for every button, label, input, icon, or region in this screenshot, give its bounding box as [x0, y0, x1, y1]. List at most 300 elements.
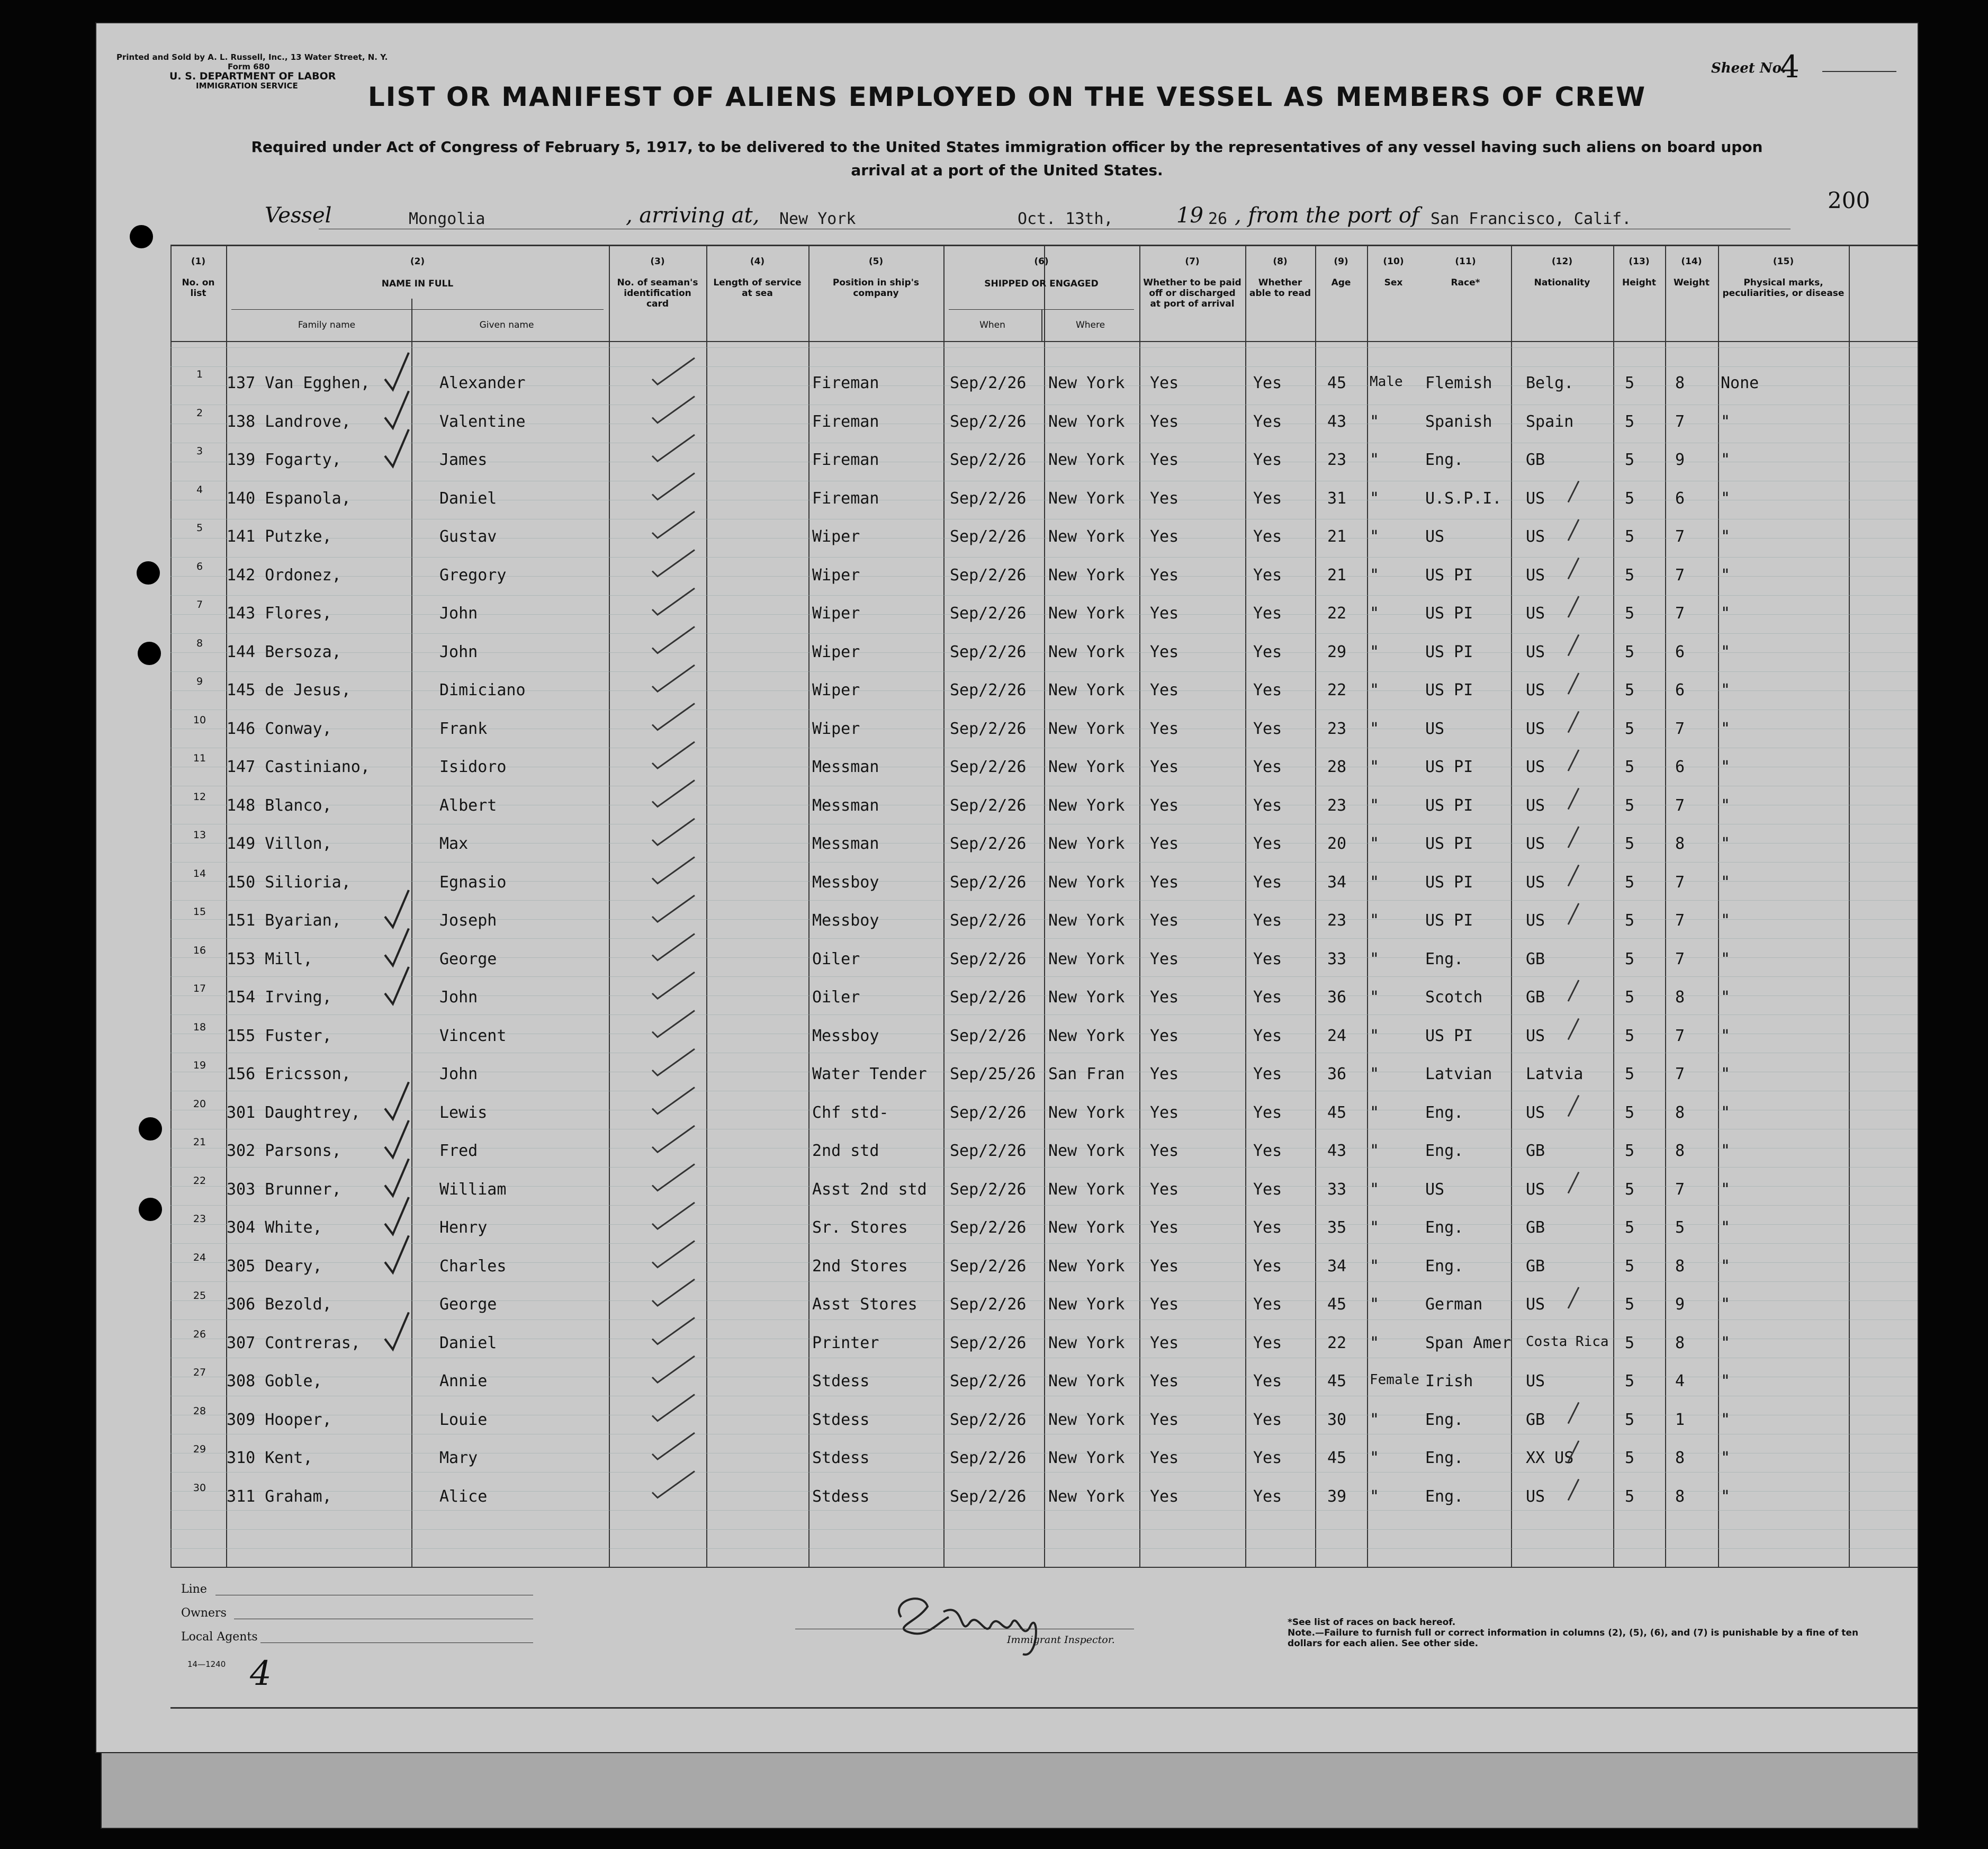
given-name: Joseph — [439, 911, 497, 930]
line-number: 30 — [193, 1482, 206, 1494]
given-name: Isidoro — [439, 758, 507, 776]
age: 33 — [1327, 1180, 1347, 1199]
height: 5 — [1625, 642, 1635, 661]
weight: 7 — [1675, 1065, 1685, 1083]
column-header: Whether to be paid off or discharged at port of arrival — [1143, 277, 1242, 309]
family-name: 311 Graham, — [227, 1487, 332, 1506]
name-check-mark — [385, 1082, 409, 1119]
check-mark — [652, 1088, 695, 1114]
height: 5 — [1625, 489, 1635, 508]
physical-marks: " — [1721, 412, 1731, 431]
weight: 9 — [1675, 451, 1685, 469]
shipped-where: New York — [1048, 1487, 1125, 1506]
paid-off: Yes — [1150, 719, 1179, 738]
age: 31 — [1327, 489, 1347, 508]
name-check-mark — [385, 391, 409, 428]
race: US PI — [1425, 911, 1473, 930]
race: Eng. — [1425, 1142, 1464, 1160]
nationality: US — [1526, 566, 1545, 585]
line-number: 20 — [193, 1098, 206, 1110]
age: 21 — [1327, 566, 1347, 585]
able-to-read: Yes — [1253, 566, 1282, 585]
check-mark — [652, 780, 695, 807]
given-name: George — [439, 949, 497, 968]
family-name: 143 Flores, — [227, 604, 332, 623]
name-check-mark — [385, 1236, 409, 1273]
shipped-where: New York — [1048, 719, 1125, 738]
sex: " — [1370, 681, 1380, 699]
year-prefix: 19 — [1176, 203, 1203, 228]
column-number: (11) — [1455, 256, 1476, 267]
age: 23 — [1327, 719, 1347, 738]
position: 2nd Stores — [812, 1256, 908, 1276]
physical-marks: " — [1721, 949, 1731, 968]
physical-marks: " — [1721, 642, 1731, 661]
height: 5 — [1625, 604, 1635, 623]
weight: 1 — [1675, 1410, 1685, 1429]
footer-notes — [1288, 1617, 1870, 1649]
check-mark — [652, 1433, 695, 1459]
weight: 8 — [1675, 1256, 1685, 1276]
shipped-where: New York — [1048, 1026, 1125, 1045]
paid-off: Yes — [1150, 873, 1179, 892]
family-name: 306 Bezold, — [227, 1295, 332, 1314]
nationality-tick — [1568, 903, 1579, 924]
nationality: US — [1526, 681, 1545, 699]
race: US PI — [1425, 796, 1473, 815]
able-to-read: Yes — [1253, 1449, 1282, 1467]
able-to-read: Yes — [1253, 1142, 1282, 1160]
physical-marks: " — [1721, 873, 1731, 892]
sex: " — [1370, 1026, 1380, 1045]
family-name: 301 Daughtrey, — [227, 1103, 361, 1122]
line-number: 7 — [196, 599, 203, 611]
name-check-mark — [385, 1197, 409, 1234]
paid-off: Yes — [1150, 758, 1179, 776]
service: IMMIGRATION SERVICE — [196, 81, 298, 91]
race: Span Amer — [1425, 1333, 1512, 1352]
family-name: 146 Conway, — [227, 719, 332, 738]
position: Asst 2nd std — [812, 1180, 927, 1199]
shipped-when: Sep/2/26 — [950, 1487, 1027, 1506]
paid-off: Yes — [1150, 1218, 1179, 1237]
height: 5 — [1625, 796, 1635, 815]
physical-marks: " — [1721, 1180, 1731, 1199]
physical-marks: " — [1721, 1372, 1731, 1390]
race: Eng. — [1425, 1449, 1464, 1467]
physical-marks: " — [1721, 451, 1731, 469]
arriving-port: New York — [779, 210, 856, 228]
paid-off: Yes — [1150, 911, 1179, 930]
paid-off: Yes — [1150, 1026, 1179, 1045]
weight: 7 — [1675, 873, 1685, 892]
given-name: Vincent — [439, 1026, 507, 1045]
column-number: (14) — [1681, 256, 1702, 267]
given-name: Mary — [439, 1449, 478, 1467]
given-name: Max — [439, 834, 469, 853]
family-name: 150 Silioria, — [227, 873, 351, 892]
height: 5 — [1625, 1256, 1635, 1276]
height: 5 — [1625, 451, 1635, 469]
age: 34 — [1327, 1256, 1347, 1276]
physical-marks: " — [1721, 1410, 1731, 1429]
sex: " — [1370, 719, 1380, 738]
age: 33 — [1327, 949, 1347, 968]
paid-off: Yes — [1150, 1372, 1179, 1390]
shipped-when: Sep/2/26 — [950, 374, 1027, 392]
given-name: Daniel — [439, 1333, 497, 1352]
line-number: 27 — [193, 1367, 206, 1378]
weight: 6 — [1675, 489, 1685, 508]
line-number: 1 — [196, 369, 203, 380]
able-to-read: Yes — [1253, 1180, 1282, 1199]
paid-off: Yes — [1150, 604, 1179, 623]
check-mark — [652, 588, 695, 615]
paid-off: Yes — [1150, 988, 1179, 1007]
shipped-when: Sep/2/26 — [950, 681, 1027, 699]
nationality-tick — [1568, 1287, 1579, 1308]
physical-marks: " — [1721, 1487, 1731, 1506]
given-name: John — [439, 604, 478, 623]
weight: 7 — [1675, 1180, 1685, 1199]
position: Fireman — [812, 412, 879, 431]
page-title: LIST OR MANIFEST OF ALIENS EMPLOYED ON THE VESSEL AS MEMBERS OF CREW — [367, 82, 1647, 112]
paid-off: Yes — [1150, 1065, 1179, 1083]
nationality: US — [1526, 834, 1545, 853]
position: Wiper — [812, 604, 860, 623]
nationality-tick — [1568, 1403, 1579, 1424]
nationality-tick — [1568, 1019, 1579, 1040]
paid-off: Yes — [1150, 566, 1179, 585]
weight: 8 — [1675, 834, 1685, 853]
check-mark — [652, 1395, 695, 1421]
family-name-header: Family name — [298, 320, 356, 330]
family-name: 139 Fogarty, — [227, 451, 341, 469]
shipped-where: New York — [1048, 796, 1125, 815]
nationality: US — [1526, 1487, 1545, 1506]
physical-marks: " — [1721, 1026, 1731, 1045]
page-subtitle: Required under Act of Congress of February 5, 1917, to be delivered to the United States immigration officer by the representatives of any vessel having such aliens on board upon arrival at a port of the United States. — [251, 138, 1763, 179]
race: Scotch — [1425, 988, 1483, 1007]
column-header: NAME IN FULL — [381, 279, 454, 289]
age: 45 — [1327, 1372, 1347, 1390]
age: 23 — [1327, 451, 1347, 469]
physical-marks: " — [1721, 566, 1731, 585]
position: Wiper — [812, 719, 860, 738]
line-number: 18 — [193, 1021, 206, 1033]
line-number: 9 — [196, 676, 203, 687]
column-header: No. on list — [182, 277, 215, 299]
shipped-when: Sep/2/26 — [950, 911, 1027, 930]
given-name: Charles — [439, 1256, 507, 1276]
position: Messboy — [812, 1026, 879, 1045]
physical-marks: " — [1721, 1333, 1731, 1352]
shipped-when: Sep/25/26 — [950, 1065, 1036, 1083]
position: 2nd std — [812, 1142, 879, 1160]
given-name: Fred — [439, 1142, 478, 1160]
weight: 8 — [1675, 1333, 1685, 1352]
nationality-tick — [1568, 673, 1579, 694]
column-number: (1) — [191, 256, 206, 267]
physical-marks: " — [1721, 988, 1731, 1007]
able-to-read: Yes — [1253, 1103, 1282, 1122]
height: 5 — [1625, 834, 1635, 853]
nationality: US — [1526, 1026, 1545, 1045]
column-number: (9) — [1334, 256, 1348, 267]
when-header: When — [979, 320, 1005, 330]
given-name: Gustav — [439, 527, 497, 546]
nationality: US — [1526, 911, 1545, 930]
race: Eng. — [1425, 1103, 1464, 1122]
able-to-read: Yes — [1253, 911, 1282, 930]
physical-marks: " — [1721, 681, 1731, 699]
age: 39 — [1327, 1487, 1347, 1506]
family-name: 140 Espanola, — [227, 489, 351, 508]
position: Sr. Stores — [812, 1218, 908, 1237]
sex: Male — [1370, 374, 1403, 390]
able-to-read: Yes — [1253, 1372, 1282, 1390]
able-to-read: Yes — [1253, 758, 1282, 776]
position: Fireman — [812, 451, 879, 469]
column-number: (13) — [1629, 256, 1650, 267]
column-header: Physical marks, peculiarities, or disease — [1722, 277, 1845, 299]
from-label: , from the port of — [1235, 203, 1419, 228]
shipped-when: Sep/2/26 — [950, 489, 1027, 508]
sex: " — [1370, 489, 1380, 508]
paid-off: Yes — [1150, 1410, 1179, 1429]
weight: 8 — [1675, 1449, 1685, 1467]
family-name: 308 Goble, — [227, 1372, 322, 1390]
sex: " — [1370, 949, 1380, 968]
given-name-header: Given name — [479, 320, 534, 330]
family-name: 303 Brunner, — [227, 1180, 341, 1199]
age: 45 — [1327, 1449, 1347, 1467]
paid-off: Yes — [1150, 681, 1179, 699]
nationality: US — [1526, 1372, 1545, 1390]
check-mark — [652, 1202, 695, 1229]
race: US PI — [1425, 642, 1473, 661]
nationality: GB — [1526, 1256, 1545, 1276]
inspector-signature — [880, 1580, 1092, 1665]
check-mark — [652, 627, 695, 653]
physical-marks: " — [1721, 489, 1731, 508]
family-name: 142 Ordonez, — [227, 566, 341, 585]
nationality: US — [1526, 527, 1545, 546]
shipped-where: New York — [1048, 642, 1125, 661]
race: German — [1425, 1295, 1483, 1314]
line-number: 5 — [196, 522, 203, 534]
height: 5 — [1625, 1295, 1635, 1314]
shipped-when: Sep/2/26 — [950, 451, 1027, 469]
nationality-tick — [1568, 558, 1579, 579]
sex: Female — [1370, 1372, 1419, 1388]
given-name: John — [439, 642, 478, 661]
weight: 8 — [1675, 1487, 1685, 1506]
nationality-tick — [1568, 1441, 1579, 1462]
sex: " — [1370, 1410, 1380, 1429]
weight: 8 — [1675, 1103, 1685, 1122]
family-name: 145 de Jesus, — [227, 681, 351, 699]
able-to-read: Yes — [1253, 1410, 1282, 1429]
weight: 6 — [1675, 642, 1685, 661]
able-to-read: Yes — [1253, 374, 1282, 392]
race: US PI — [1425, 566, 1473, 585]
column-header: Length of service at sea — [713, 277, 802, 299]
column-header: Race* — [1451, 277, 1480, 288]
position: Messboy — [812, 873, 879, 892]
shipped-where: New York — [1048, 1218, 1125, 1237]
paid-off: Yes — [1150, 1295, 1179, 1314]
race: US PI — [1425, 604, 1473, 623]
race: Spanish — [1425, 412, 1492, 431]
sex: " — [1370, 1103, 1380, 1122]
position: Stdess — [812, 1410, 870, 1429]
binder-hole — [130, 225, 153, 248]
sex: " — [1370, 988, 1380, 1007]
given-name: Frank — [439, 719, 488, 738]
given-name: Annie — [439, 1372, 488, 1390]
line-number: 21 — [193, 1136, 206, 1148]
binder-hole — [138, 642, 161, 665]
able-to-read: Yes — [1253, 1065, 1282, 1083]
physical-marks: " — [1721, 911, 1731, 930]
height: 5 — [1625, 873, 1635, 892]
nationality-tick — [1568, 481, 1579, 502]
column-number: (3) — [650, 256, 665, 267]
height: 5 — [1625, 1065, 1635, 1083]
shipped-when: Sep/2/26 — [950, 1103, 1027, 1122]
race: Eng. — [1425, 1218, 1464, 1237]
weight: 4 — [1675, 1372, 1685, 1390]
name-check-mark — [385, 1159, 409, 1196]
sex: " — [1370, 1333, 1380, 1352]
age: 36 — [1327, 1065, 1347, 1083]
position: Wiper — [812, 527, 860, 546]
shipped-where: New York — [1048, 1103, 1125, 1122]
name-check-mark — [385, 967, 409, 1004]
shipped-where: New York — [1048, 374, 1125, 392]
race: US PI — [1425, 758, 1473, 776]
check-mark — [652, 1011, 695, 1037]
nationality: Spain — [1526, 412, 1574, 431]
family-name: 137 Van Egghen, — [227, 374, 370, 392]
sex: " — [1370, 1218, 1380, 1237]
position: Stdess — [812, 1372, 870, 1390]
handwritten-checkmarks — [96, 23, 1918, 1752]
age: 23 — [1327, 911, 1347, 930]
column-number: (15) — [1773, 256, 1794, 267]
race: Irish — [1425, 1372, 1473, 1390]
line-number: 6 — [196, 560, 203, 572]
height: 5 — [1625, 1218, 1635, 1237]
physical-marks: " — [1721, 758, 1731, 776]
races-note: *See list of races on back hereof. — [1288, 1617, 1456, 1628]
height: 5 — [1625, 412, 1635, 431]
name-check-mark — [385, 1120, 409, 1157]
paid-off: Yes — [1150, 796, 1179, 815]
sex: " — [1370, 566, 1380, 585]
height: 5 — [1625, 949, 1635, 968]
race: Eng. — [1425, 1487, 1464, 1506]
given-name: Louie — [439, 1410, 488, 1429]
position: Messman — [812, 834, 879, 853]
sheet-label: Sheet No. — [1711, 60, 1786, 76]
where-header: Where — [1075, 320, 1105, 330]
sex: " — [1370, 1449, 1380, 1467]
check-mark — [652, 397, 695, 423]
family-name: 302 Parsons, — [227, 1142, 341, 1160]
nationality: US — [1526, 873, 1545, 892]
age: 23 — [1327, 796, 1347, 815]
given-name: Egnasio — [439, 873, 507, 892]
line-number: 19 — [193, 1060, 206, 1071]
given-name: Valentine — [439, 412, 526, 431]
position: Oiler — [812, 949, 860, 968]
height: 5 — [1625, 1449, 1635, 1467]
nationality: US — [1526, 796, 1545, 815]
family-name: 307 Contreras, — [227, 1333, 361, 1352]
height: 5 — [1625, 719, 1635, 738]
nationality: Latvia — [1526, 1065, 1584, 1083]
physical-marks: " — [1721, 1256, 1731, 1276]
weight: 7 — [1675, 527, 1685, 546]
position: Fireman — [812, 374, 879, 392]
able-to-read: Yes — [1253, 796, 1282, 815]
family-name: 147 Castiniano, — [227, 758, 370, 776]
check-mark — [652, 819, 695, 845]
line-number: 22 — [193, 1174, 206, 1187]
check-mark — [652, 435, 695, 461]
family-name: 144 Bersoza, — [227, 642, 341, 661]
family-name: 149 Villon, — [227, 834, 332, 853]
shipped-when: Sep/2/26 — [950, 719, 1027, 738]
physical-marks: " — [1721, 604, 1731, 623]
shipped-where: New York — [1048, 681, 1125, 699]
paid-off: Yes — [1150, 949, 1179, 968]
age: 24 — [1327, 1026, 1347, 1045]
able-to-read: Yes — [1253, 642, 1282, 661]
sex: " — [1370, 604, 1380, 623]
age: 36 — [1327, 988, 1347, 1007]
age: 29 — [1327, 642, 1347, 661]
given-name: Dimiciano — [439, 681, 526, 699]
able-to-read: Yes — [1253, 1256, 1282, 1276]
nationality: US — [1526, 604, 1545, 623]
sex: " — [1370, 412, 1380, 431]
shipped-when: Sep/2/26 — [950, 988, 1027, 1007]
column-header: Whether able to read — [1249, 277, 1311, 299]
nationality-tick — [1568, 1479, 1579, 1501]
family-name: 141 Putzke, — [227, 527, 332, 546]
line-number: 14 — [193, 867, 206, 879]
position: Asst Stores — [812, 1295, 917, 1314]
race: US — [1425, 527, 1445, 546]
line-number: 2 — [196, 407, 203, 419]
family-name: 310 Kent, — [227, 1449, 313, 1467]
shipped-when: Sep/2/26 — [950, 758, 1027, 776]
owners-label: Owners — [181, 1606, 227, 1620]
check-mark — [652, 857, 695, 884]
weight: 8 — [1675, 988, 1685, 1007]
race: Latvian — [1425, 1065, 1492, 1083]
age: 45 — [1327, 374, 1347, 392]
check-mark — [652, 1241, 695, 1268]
line-number: 10 — [193, 714, 206, 726]
shipped-when: Sep/2/26 — [950, 1026, 1027, 1045]
penalty-note: Note.—Failure to furnish full or correct information in columns (2), (5), (6), and (7) is punishable by a fine of ten dollars for each alien. See other side. — [1288, 1628, 1859, 1649]
shipped-when: Sep/2/26 — [950, 1218, 1027, 1237]
shipped-where: New York — [1048, 949, 1125, 968]
